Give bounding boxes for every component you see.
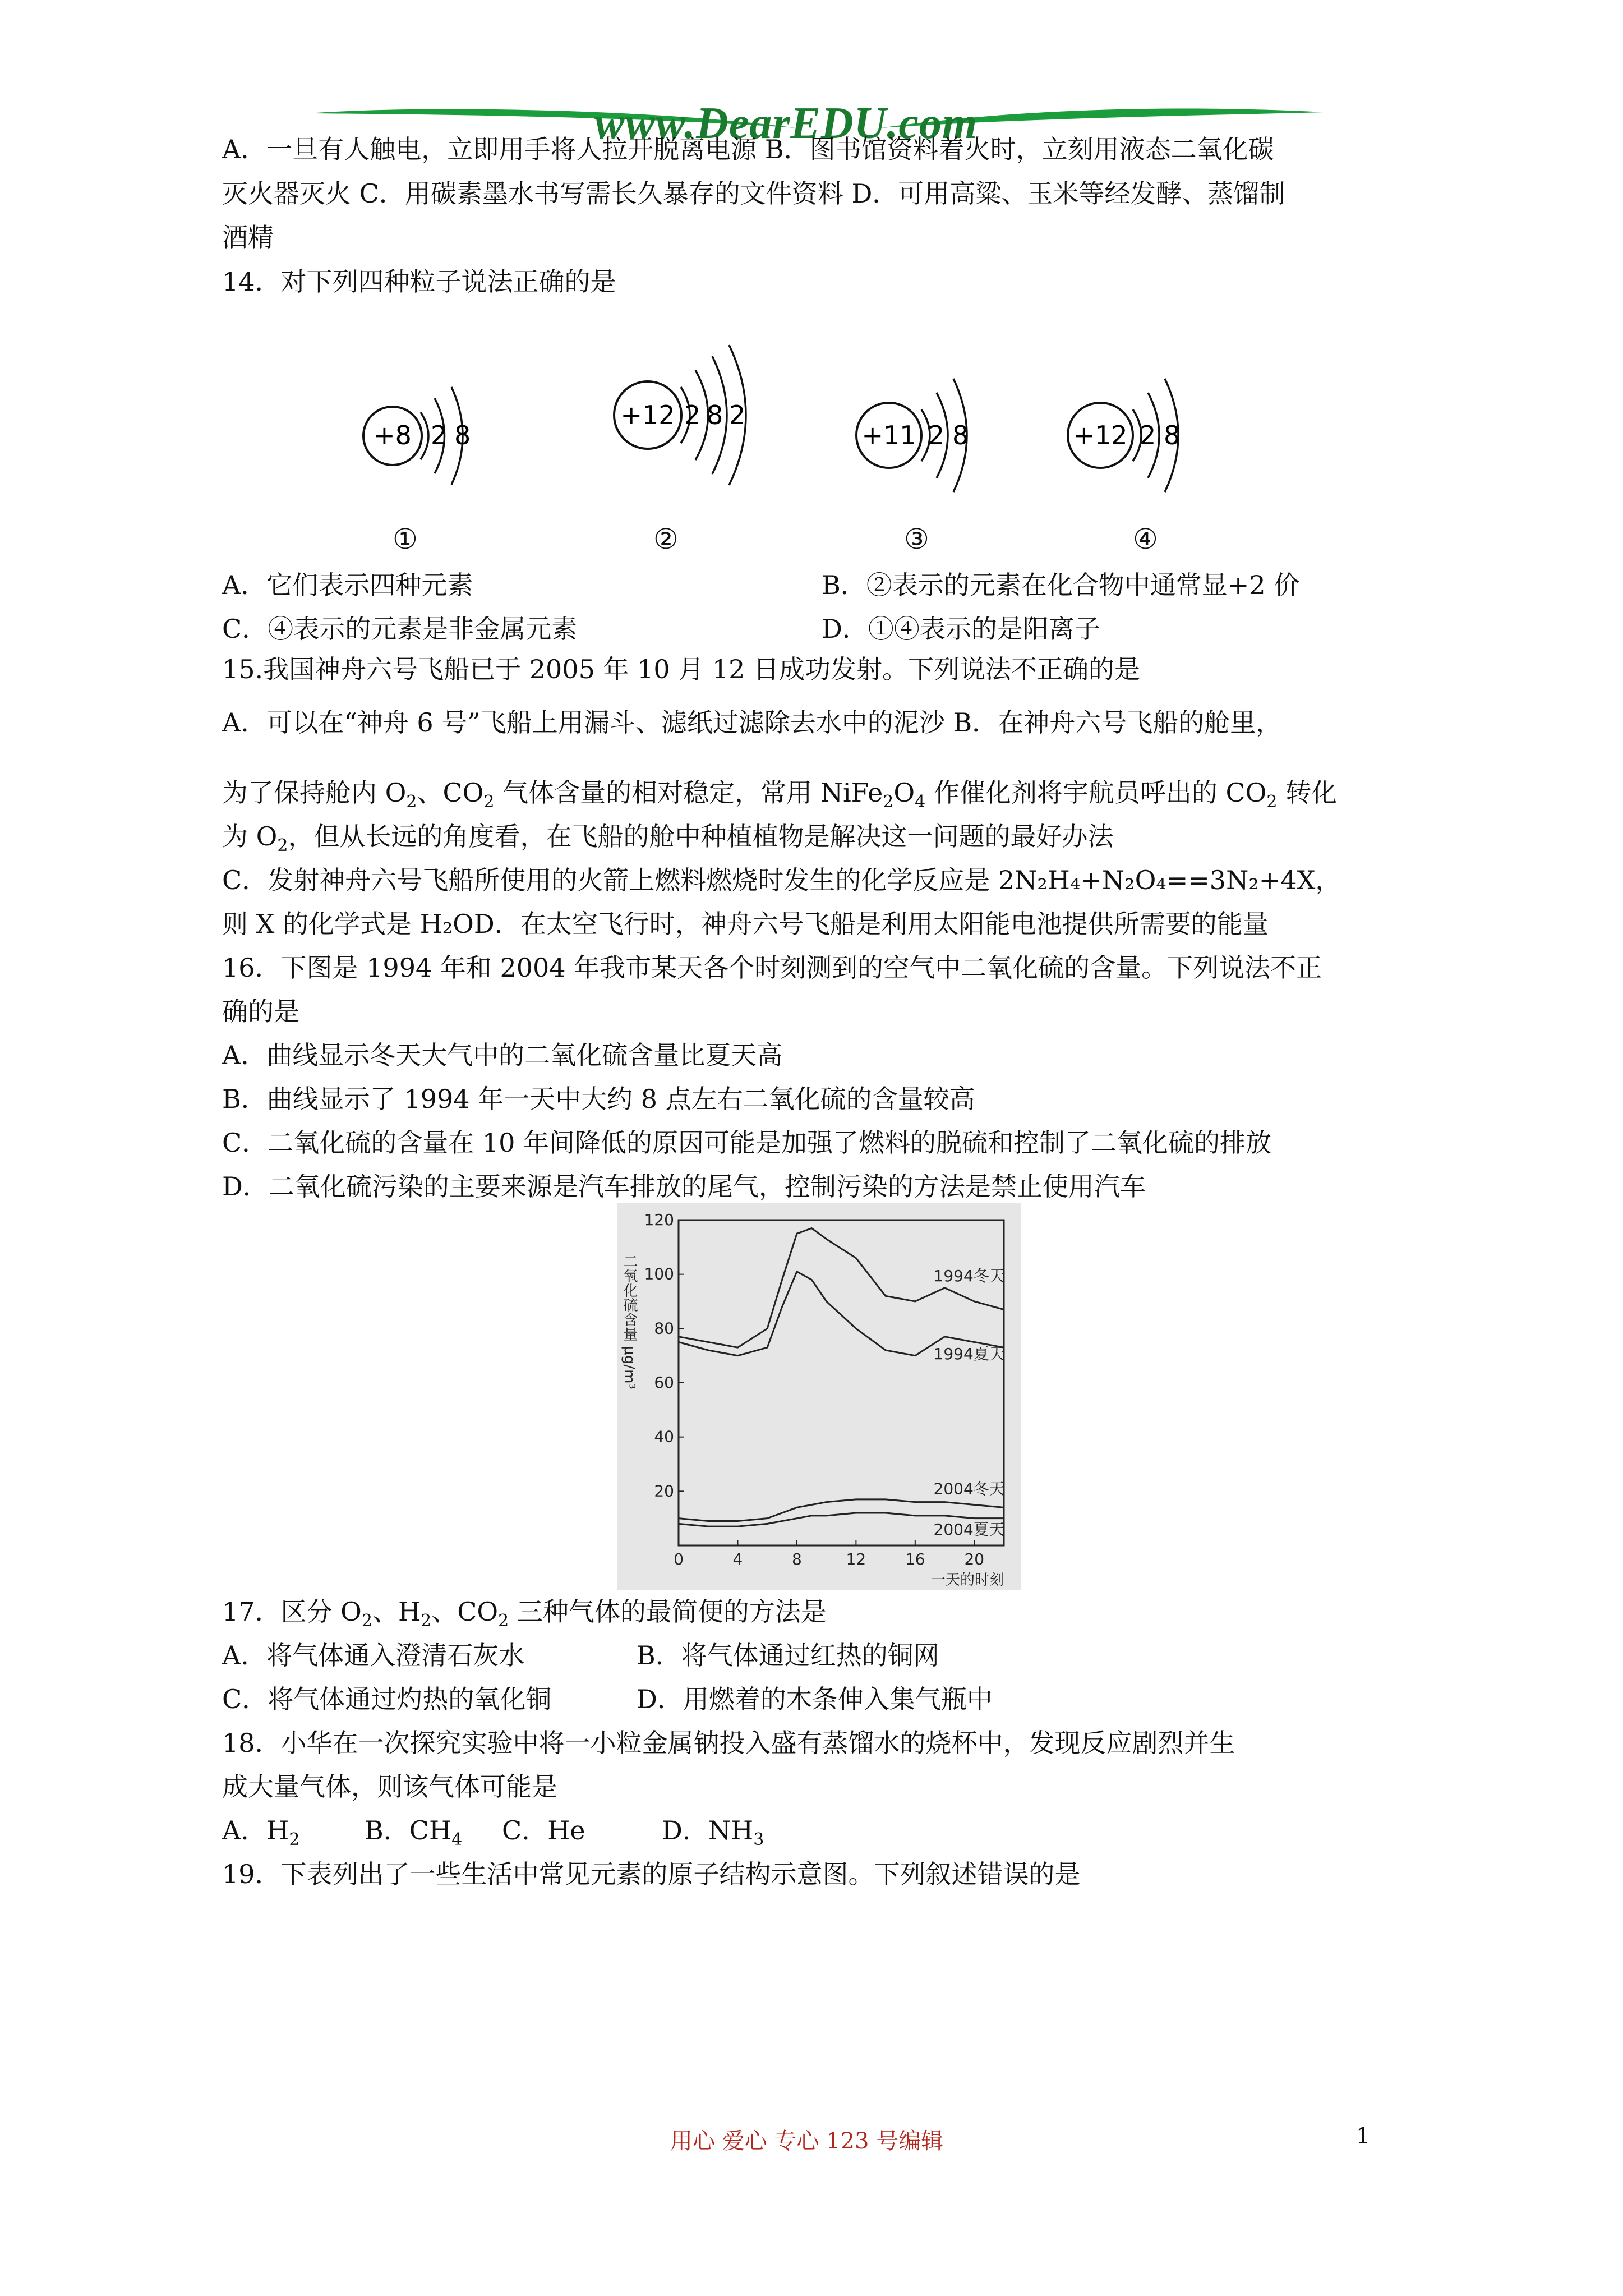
particle-2-shell-1: 2	[684, 400, 701, 430]
particle-3-nucleus: +11	[861, 420, 916, 450]
particle-3-shell-2: 8	[952, 420, 969, 450]
x-tick-label: 12	[846, 1550, 866, 1568]
footer-credit: 用心 爱心 专心 123 号编辑	[670, 2128, 944, 2154]
y-axis-label: 二氧化硫含量 μg/m³	[621, 1254, 638, 1389]
q15-option-a: A．可以在“神舟 6 号”飞船上用漏斗、滤纸过滤除去水中的泥沙 B．在神舟六号飞船的舱里，	[222, 707, 1282, 738]
series-label-1994夏天: 1994夏天	[933, 1344, 1005, 1363]
q17-option-c: C．将气体通过灼热的氧化铜	[222, 1684, 552, 1714]
q15-option-c-line-1: C．发射神舟六号飞船所使用的火箭上燃料燃烧时发生的化学反应是 2N₂H₄+N₂O₄==3N₂+4X，	[222, 865, 1341, 895]
q17-stem: 17．区分 $O_2$、$H_2$、$CO_2$ 三种气体的最简便的方法是	[222, 1596, 827, 1631]
q15-option-c-line-2: 则 X 的化学式是 H₂OD．在太空飞行时，神舟六号飞船是利用太阳能电池提供所需要的能量	[222, 909, 1269, 939]
q18-stem-line-2: 成大量气体，则该气体可能是	[222, 1772, 557, 1802]
x-axis-label: 一天的时刻	[930, 1572, 1004, 1589]
q15-stem: 15.我国神舟六号飞船已于 2005 年 10 月 12 日成功发射。下列说法不正确的是	[222, 654, 1141, 684]
particle-1-label: ①	[393, 523, 418, 555]
site-header-logo[interactable]: www.DearEDU.com	[594, 99, 978, 148]
q15-option-b-line-1: 为了保持舱内 $O_2$、$CO_2$ 气体含量的相对稳定，常用 $NiFe_2O_4$ 作催化剂将宇航员呼出的 $CO_2$ 转化	[222, 777, 1338, 812]
series-label-2004冬天: 2004冬天	[933, 1479, 1005, 1498]
q18-stem-line-1: 18．小华在一次探究实验中将一小粒金属钠投入盛有蒸馏水的烧杯中，发现反应剧烈并生	[222, 1728, 1235, 1758]
particle-2-label: ②	[653, 523, 679, 555]
q16-stem-line-1: 16．下图是 1994 年和 2004 年我市某天各个时刻测到的空气中二氧化硫的含量。下列说法不正	[222, 953, 1322, 983]
q14-option-a: A．它们表示四种元素	[222, 570, 473, 600]
particle-4-label: ④	[1133, 523, 1158, 555]
particle-1-nucleus: +8	[374, 420, 412, 450]
atom-structure-diagrams	[336, 303, 1234, 527]
y-tick-label: 60	[654, 1373, 674, 1392]
q16-option-a: A．曲线显示冬天大气中的二氧化硫含量比夏天高	[222, 1040, 783, 1070]
particle-1-shell-1: 2	[431, 420, 448, 450]
q16-option-c: C．二氧化硫的含量在 10 年间降低的原因可能是加强了燃料的脱硫和控制了二氧化硫的排放	[222, 1128, 1271, 1158]
q16-option-b: B．曲线显示了 1994 年一天中大约 8 点左右二氧化硫的含量较高	[222, 1084, 975, 1114]
particle-2-nucleus: +12	[620, 400, 675, 430]
q13-line-3: 酒精	[222, 222, 274, 252]
y-tick-label: 20	[654, 1481, 674, 1501]
q13-line-1: A．一旦有人触电，立即用手将人拉开脱离电源 B．图书馆资料着火时，立刻用液态二氧化碳	[222, 134, 1274, 164]
q14-stem: 14．对下列四种粒子说法正确的是	[222, 266, 616, 297]
q16-option-d: D．二氧化硫污染的主要来源是汽车排放的尾气，控制污染的方法是禁止使用汽车	[222, 1171, 1146, 1202]
q18-option-c: C．He	[502, 1815, 585, 1846]
q18-option-b: B．$CH_4$	[365, 1815, 463, 1849]
x-tick-label: 4	[732, 1550, 743, 1568]
q17-option-b: B．将气体通过红热的铜网	[637, 1640, 939, 1671]
particle-2-shell-2: 8	[707, 400, 723, 430]
particle-4-shell-1: 2	[1140, 420, 1156, 450]
particle-3-label: ③	[904, 523, 929, 555]
page-number: 1	[1356, 2123, 1371, 2149]
q18-option-a: A．$H_2$	[222, 1815, 300, 1849]
particle-4-diagram	[1068, 379, 1180, 492]
q17-option-d: D．用燃着的木条伸入集气瓶中	[637, 1684, 993, 1714]
y-tick-label: 120	[644, 1211, 674, 1229]
particle-1-shell-2: 8	[454, 420, 471, 450]
series-line-1994冬天	[679, 1228, 1004, 1348]
series-line-2004冬天	[679, 1499, 1004, 1521]
particle-3-diagram	[856, 379, 969, 492]
particle-2-diagram	[614, 345, 746, 485]
x-tick-label: 20	[964, 1550, 985, 1568]
particle-3-shell-1: 2	[928, 420, 945, 450]
q14-option-d: D．①④表示的是阳离子	[822, 614, 1100, 644]
series-label-2004夏天: 2004夏天	[933, 1520, 1005, 1539]
particle-1-diagram	[363, 387, 471, 485]
x-tick-label: 8	[791, 1550, 802, 1568]
q19-stem: 19．下表列出了一些生活中常见元素的原子结构示意图。下列叙述错误的是	[222, 1859, 1081, 1889]
particle-2-shell-3: 2	[729, 400, 746, 430]
so2-line-chart	[617, 1203, 1021, 1590]
q15-option-b-line-2: 为 $O_2$，但从长远的角度看，在飞船的舱中种植植物是解决这一问题的最好办法	[222, 821, 1114, 855]
y-tick-label: 100	[644, 1264, 674, 1283]
particle-4-shell-2: 8	[1164, 420, 1181, 450]
q14-option-b: B．②表示的元素在化合物中通常显+2 价	[822, 570, 1300, 600]
y-tick-label: 40	[654, 1427, 674, 1446]
so2-chart-container	[617, 1203, 1021, 1590]
y-tick-label: 80	[654, 1319, 674, 1338]
q17-option-a: A．将气体通入澄清石灰水	[222, 1640, 525, 1671]
x-tick-label: 0	[674, 1550, 684, 1568]
q13-line-2: 灭火器灭火 C．用碳素墨水书写需长久暴存的文件资料 D．可用高粱、玉米等经发酵、蒸馏制	[222, 178, 1285, 209]
series-label-1994冬天: 1994冬天	[933, 1266, 1005, 1285]
q18-option-d: D．$NH_3$	[662, 1815, 764, 1849]
q16-stem-line-2: 确的是	[222, 996, 299, 1027]
x-tick-label: 16	[905, 1550, 925, 1568]
q14-option-c: C．④表示的元素是非金属元素	[222, 614, 578, 644]
particle-4-nucleus: +12	[1073, 420, 1128, 450]
